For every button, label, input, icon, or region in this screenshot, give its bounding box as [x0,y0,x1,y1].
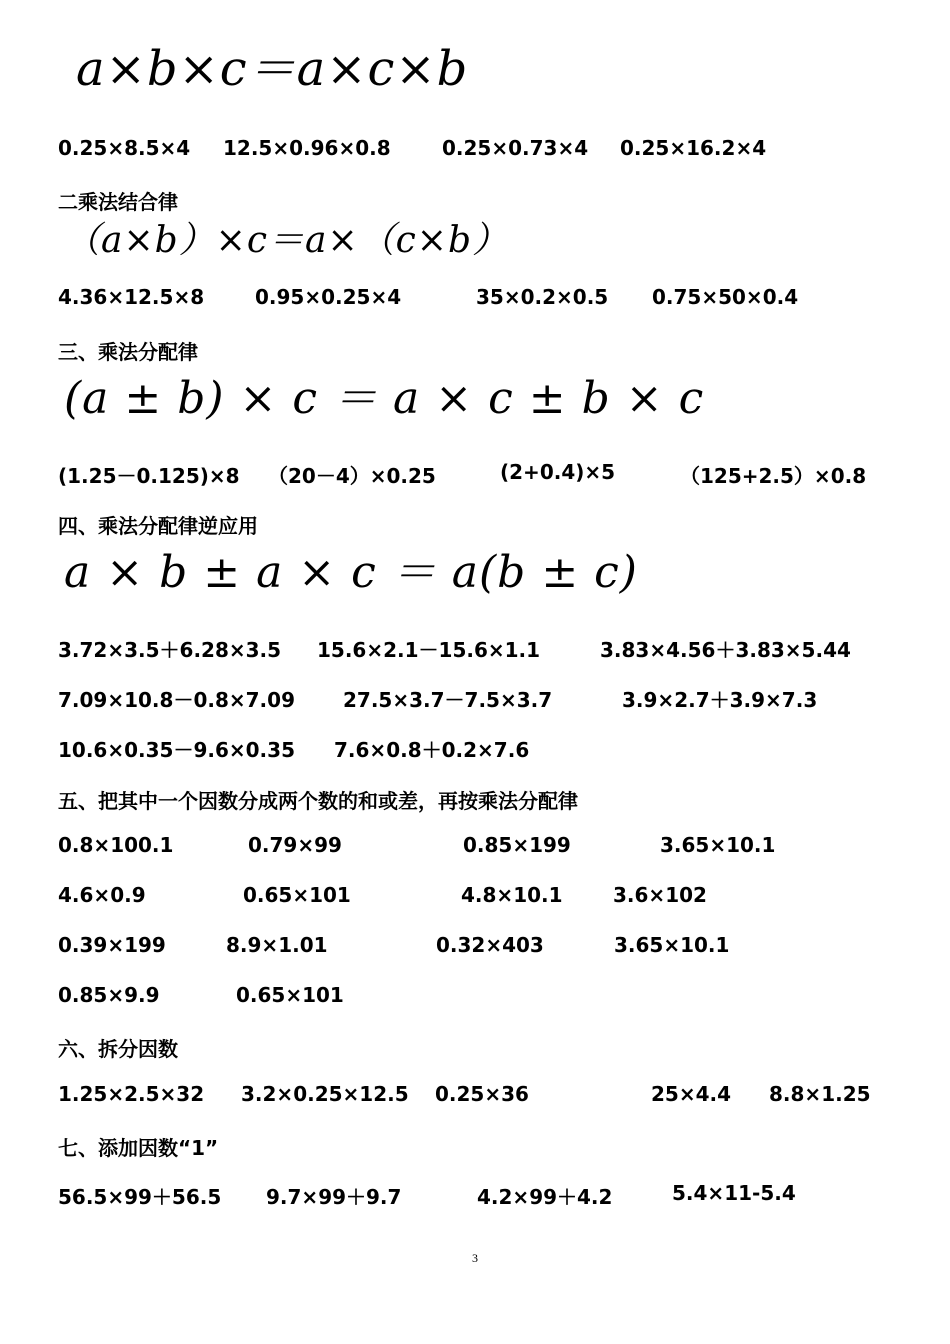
problem: 0.85×9.9 [58,983,160,1007]
section-heading-add-factor-one: 七、添加因数“1” [58,1136,219,1160]
commutative-problems-row [0,136,950,166]
problem: 7.6×0.8＋0.2×7.6 [334,738,530,762]
distributive-law-formula: (a ± b) × c ＝ a × c ± b × c [64,373,705,424]
problem: 8.9×1.01 [226,933,328,957]
associative-law-formula: （a×b）×c＝a×（c×b） [64,220,509,261]
problem: 0.25×0.73×4 [442,136,589,160]
page-number: 3 [472,1251,478,1265]
section-heading-associative: 二乘法结合律 [58,190,178,214]
problem: 3.72×3.5＋6.28×3.5 [58,638,282,662]
problem: 4.36×12.5×8 [58,285,205,309]
problem: 9.7×99＋9.7 [266,1185,402,1209]
section-heading-decompose-factor: 六、拆分因数 [58,1037,178,1061]
problem: 4.6×0.9 [58,883,146,907]
problem: 3.6×102 [613,883,707,907]
problem: 5.4×11-5.4 [672,1181,796,1205]
problem: 3.9×2.7＋3.9×7.3 [622,688,818,712]
problem: 3.65×10.1 [660,833,776,857]
problem: 56.5×99＋56.5 [58,1185,222,1209]
problem: 0.65×101 [243,883,351,907]
problem: 0.95×0.25×4 [255,285,402,309]
problem: 8.8×1.25 [769,1082,871,1106]
split-factor-row-1 [0,833,950,863]
problem: 0.79×99 [248,833,342,857]
section-heading-distributive-reverse: 四、乘法分配律逆应用 [58,514,258,538]
split-factor-row-3 [0,933,950,963]
distributive-reverse-formula: a × b ± a × c ＝ a(b ± c) [64,547,638,598]
decompose-factor-row [0,1082,950,1112]
distributive-reverse-row-3 [0,734,950,764]
problem: （20－4）×0.25 [268,464,436,488]
distributive-reverse-row-2 [0,684,950,714]
problem: (2+0.4)×5 [500,460,616,484]
problem: 27.5×3.7－7.5×3.7 [343,688,553,712]
add-factor-one-row [0,1181,950,1211]
problem: 0.8×100.1 [58,833,174,857]
problem: 7.09×10.8－0.8×7.09 [58,688,295,712]
problem: 12.5×0.96×0.8 [223,136,391,160]
problem: (1.25－0.125)×8 [58,464,240,488]
distributive-problems-row [0,460,950,490]
problem: 25×4.4 [651,1082,732,1106]
distributive-reverse-row-1 [0,634,950,664]
section-heading-distributive: 三、乘法分配律 [58,340,198,364]
problem: 1.25×2.5×32 [58,1082,205,1106]
problem: 0.32×403 [436,933,544,957]
commutative-law-formula: a×b×c＝a×c×b [76,41,469,97]
problem: 3.83×4.56＋3.83×5.44 [600,638,851,662]
problem: 0.65×101 [236,983,344,1007]
problem: 10.6×0.35－9.6×0.35 [58,738,295,762]
problem: 0.25×16.2×4 [620,136,767,160]
problem: 3.65×10.1 [614,933,730,957]
problem: 35×0.2×0.5 [476,285,609,309]
problem: （125+2.5）×0.8 [680,464,867,488]
split-factor-row-2 [0,883,950,913]
split-factor-row-4 [0,983,950,1013]
problem: 3.2×0.25×12.5 [241,1082,409,1106]
problem: 4.8×10.1 [461,883,563,907]
problem: 0.75×50×0.4 [652,285,799,309]
section-heading-split-factor: 五、把其中一个因数分成两个数的和或差，再按乘法分配律 [58,789,578,813]
problem: 0.85×199 [463,833,571,857]
problem: 0.39×199 [58,933,166,957]
problem: 15.6×2.1－15.6×1.1 [317,638,541,662]
associative-problems-row [0,285,950,315]
problem: 0.25×8.5×4 [58,136,191,160]
problem: 0.25×36 [435,1082,529,1106]
problem: 4.2×99＋4.2 [477,1185,613,1209]
